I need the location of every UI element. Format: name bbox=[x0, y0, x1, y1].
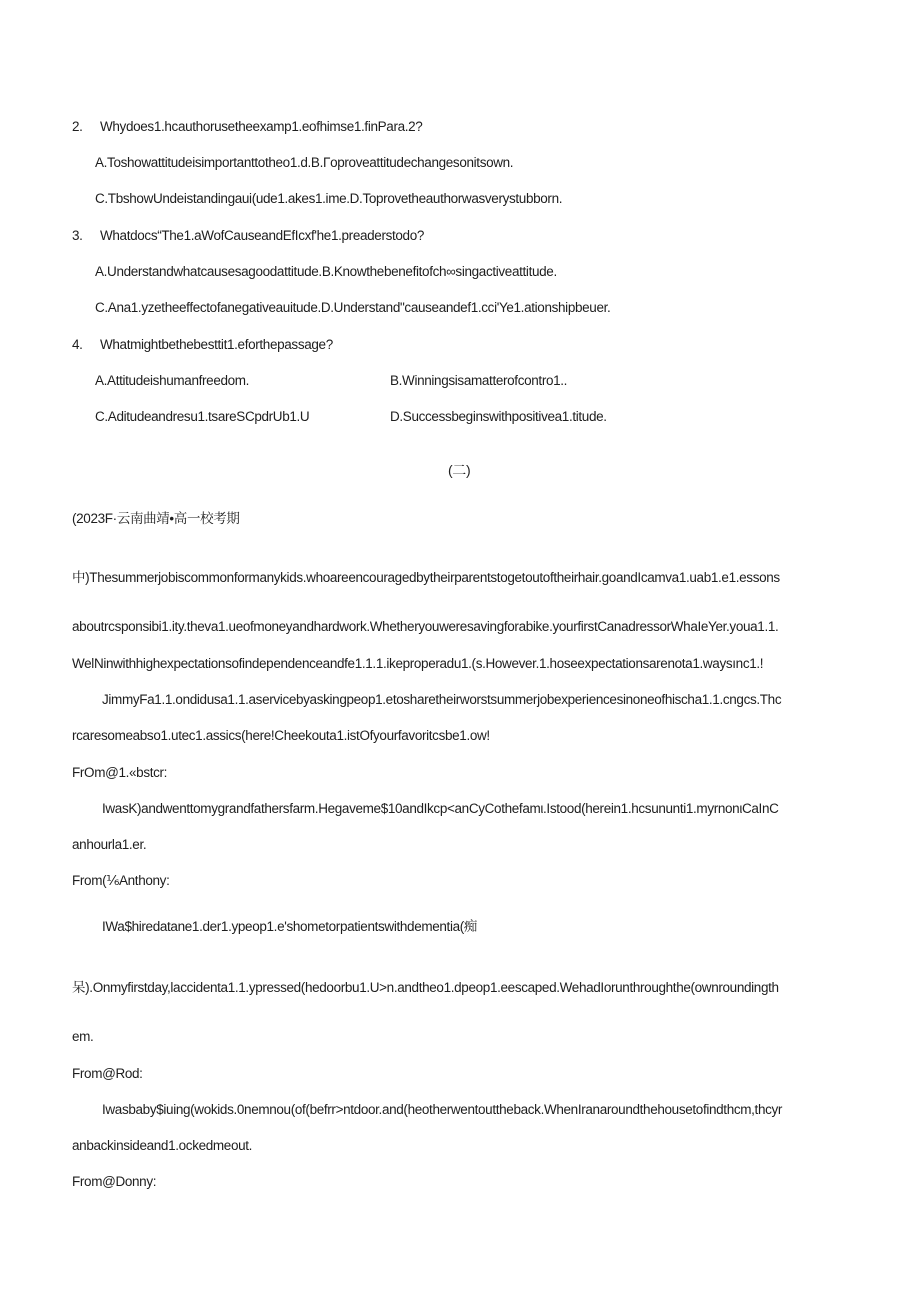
passage-entry-heading: From@Rod: bbox=[72, 1066, 143, 1081]
passage-line: anhourla1.er. bbox=[72, 837, 147, 852]
question-4-text: Whatmightbethebesttit1.eforthepassage? bbox=[100, 337, 333, 352]
passage-line: IwasK)andwenttomygrandfathersfarm.Hegaveme$10andIkcp<anCyCothefamι.Istood(herein1.hcsununti1.myrnonιCaInC bbox=[102, 801, 779, 816]
question-4-option-d: D.Successbeginswithpositivea1.titude. bbox=[390, 409, 607, 424]
passage-entry-heading: FrOm@1.«bstcr: bbox=[72, 765, 168, 780]
question-4-option-c: C.Aditudeandresu1.tsareSCpdrUb1.U bbox=[95, 409, 310, 424]
passage-entry-heading: From@Donny: bbox=[72, 1174, 157, 1189]
passage-source: (2023F·云南曲靖•高一校考期 bbox=[72, 511, 240, 526]
passage-line: IWa$hiredatane1.der1.ypeop1.e'shometorpatientswithdementia(痴 bbox=[102, 919, 478, 934]
passage-entry-heading: From(⅙Anthony: bbox=[72, 873, 170, 888]
question-4-number: 4. bbox=[72, 337, 83, 352]
question-3-number: 3. bbox=[72, 228, 83, 243]
passage-line: JimmyFa1.1.ondidusa1.1.aservicebyaskingpeop1.etosharetheirworstsummerjobexperiencesinoneofhischa1.1.cngcs.Thc bbox=[102, 692, 782, 707]
question-3-options-ab: A.Understandwhatcausesagoodattitude.B.Knowthebenefitofch∞singactiveattitude. bbox=[95, 264, 557, 279]
passage-line: WelNinwithhighexpectationsofindependenceandfe1.1.1.ikeproperadu1.(s.However.1.hoseexpectationsarenota1.waysınc1.! bbox=[72, 656, 764, 671]
passage-line: rcaresomeabso1.utec1.assics(here!Cheekouta1.istOfyourfavoritcsbe1.ow! bbox=[72, 728, 490, 743]
question-4-option-a: A.Attitudeishumanfreedom. bbox=[95, 373, 250, 388]
passage-line: 中)Thesummerjobiscommonformanykids.whoareencouragedbytheirparentstogetoutoftheirhair.goandIcamva1.uab1.e1.essons bbox=[72, 570, 780, 585]
passage-line: anbackinsideand1.ockedmeout. bbox=[72, 1138, 253, 1153]
passage-line: 呆).Onmyfirstday,laccidenta1.1.ypressed(hedoorbu1.U>n.andtheo1.dpeop1.eescaped.WehadIorunthroughthe(ownroundingth bbox=[72, 980, 779, 995]
passage-line: aboutrcsponsibi1.ity.theva1.ueofmoneyandhardwork.Whetheryouweresavingforabike.yourfirstCanadressorWhaIeYer.youa1.1. bbox=[72, 619, 779, 634]
question-2-text: Whydoes1.hcauthorusetheexamp1.eofhimse1.finPara.2? bbox=[100, 119, 423, 134]
question-2-number: 2. bbox=[72, 119, 83, 134]
question-4-option-b: B.Winningsisamatterofcontro1.. bbox=[390, 373, 568, 388]
question-3-options-cd: C.Ana1.yzetheeffectofanegativeauitude.D.Understand"causeandef1.cci'Ye1.ationshipbeuer. bbox=[95, 300, 611, 315]
passage-line: em. bbox=[72, 1029, 94, 1044]
question-2-options-ab: A.Toshowattitudeisimportanttotheo1.d.B.Γoproveattitudechangesonitsown. bbox=[95, 155, 514, 170]
question-2-options-cd: C.TbshowUndeistandingaui(ude1.akes1.ime.D.Toprovetheauthorwasverystubborn. bbox=[95, 191, 563, 206]
passage-line: Iwasbaby$iuing(wokids.0nemnou(of(befrr>ntdoor.and(heotherwentouttheback.WhenIranaroundthehousetofindthcm,thcyr bbox=[102, 1102, 783, 1117]
question-3-text: Whatdocs“The1.aWofCauseandEfIcxf'he1.preaderstodo? bbox=[100, 228, 425, 243]
section-title: (二) bbox=[448, 462, 471, 478]
